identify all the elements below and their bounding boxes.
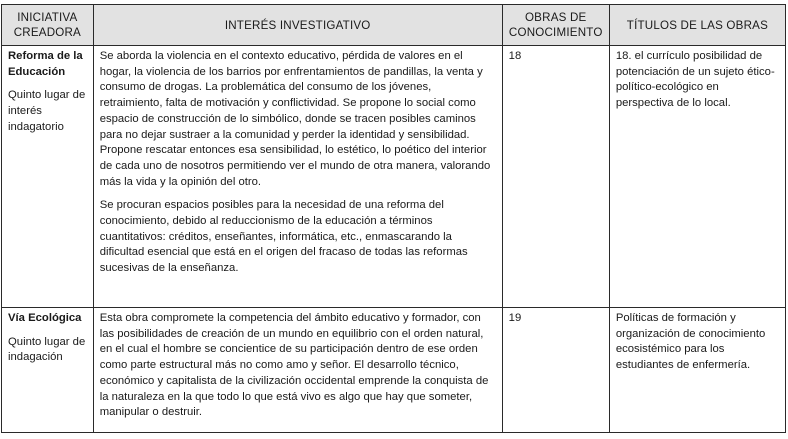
header-col3-line1: OBRAS DE <box>524 11 587 24</box>
header-col1-line1: INICIATIVA <box>17 11 78 24</box>
table-row <box>2 308 786 433</box>
initiative-cell <box>2 46 94 308</box>
initiative-rank: Quinto lugar de interés indagatorio <box>8 89 86 133</box>
header-obras-de-conocimiento <box>502 5 609 46</box>
works-count-cell: 19 <box>502 308 609 433</box>
interest-cell <box>93 46 502 308</box>
initiatives-table <box>1 4 786 433</box>
initiative-rank: Quinto lugar de indagación <box>8 335 86 364</box>
initiative-title: Reforma de la Educación <box>8 50 83 78</box>
interest-paragraph: Se procuran espacios posibles para la necesidad de una reforma del conocimiento, debido al reduccionismo de la educación a términos cuantitativos: créditos, enseñantes, informática, etc., enmascarando la dificultad esencial que está en el origen del fracaso de todas las reformas sucesivas de la enseñanza. <box>99 199 468 275</box>
work-title-cell: Políticas de formación y organización de conocimiento ecosistémico para los estudiantes de enfermería. <box>609 308 785 433</box>
header-interes-investigativo: INTERÉS INVESTIGATIVO <box>93 5 502 46</box>
header-titulos-de-las-obras: TÍTULOS DE LAS OBRAS <box>609 5 785 46</box>
interest-paragraph: Esta obra compromete la competencia del ámbito educativo y formador, con las posibilidades de creación de un mundo en equilibrio con el orden natural, en el cual el hombre se concientice de su participación dentro de ese orden como parte estructural más no como amo y señor. El desarrollo técnico, económico y capitalista de la civilización occidental emprende la conquista de la naturaleza en la que todo lo que está vivo es algo que hay que someter, manipular o destruir. <box>99 312 489 419</box>
header-iniciativa-creadora <box>2 5 94 46</box>
header-col3-line2: CONOCIMIENTO <box>508 26 603 39</box>
header-col1-line2: CREADORA <box>13 26 81 39</box>
table-row <box>2 46 786 308</box>
table-header-row <box>2 5 786 46</box>
initiative-cell <box>2 308 94 433</box>
initiative-title: Vía Ecológica <box>8 312 82 324</box>
works-count-cell: 18 <box>502 46 609 308</box>
interest-paragraph: Se aborda la violencia en el contexto educativo, pérdida de valores en el hogar, la violencia de los barrios por enfrentamientos de pandillas, la venta y consumo de drogas. La problemática del consumo de los jóvenes, retraimiento, falta de motivación y conflictividad. Se propone lo social como espacio de construcción de lo simbólico, donde se tracen posibles caminos para no dejar sustraer a la comunidad y perder la identidad y sensibilidad. Propone rescatar entonces esa sensibilidad, lo estético, lo poético del interior de cada uno de nosotros permitiendo ver el mundo de otra manera, valorando más la vida y la opinión del otro. <box>99 50 491 188</box>
interest-cell <box>93 308 502 433</box>
work-title-cell: 18. el currículo posibilidad de potenciación de un sujeto ético-político-ecológico en perspectiva de lo local. <box>609 46 785 308</box>
